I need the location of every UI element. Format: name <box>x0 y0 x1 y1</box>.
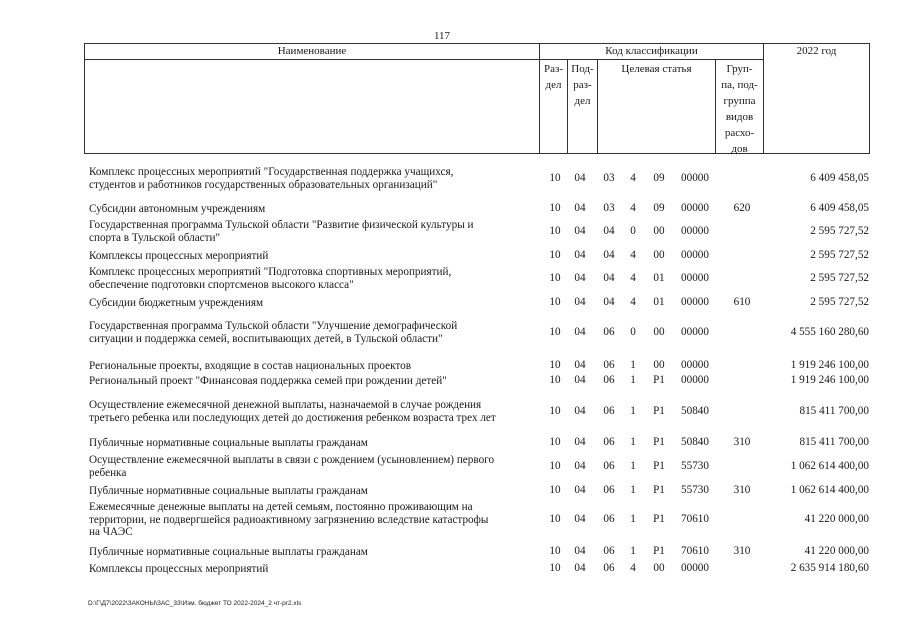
row-name: Субсидии автономным учреждениям <box>89 203 266 215</box>
row-name: Комплекс процессных мероприятий "Подготовка спортивных мероприятий, обеспечение подготовки спортсменов высокого класса" <box>89 266 452 291</box>
row-code-d: 50840 <box>681 404 709 417</box>
row-code-g: 310 <box>733 484 751 497</box>
row-code-pr: 04 <box>574 459 586 472</box>
row-code-b: 1 <box>630 459 636 472</box>
header-podrazdel-label: Под- раз- дел <box>571 63 594 107</box>
row-code-pr: 04 <box>574 562 586 575</box>
row-code-r: 10 <box>549 374 561 387</box>
page-number: 117 <box>433 30 451 42</box>
row-code-g: 610 <box>733 296 751 309</box>
row-code-r: 10 <box>549 512 561 525</box>
row-code-d: 00000 <box>681 359 709 372</box>
row-code-r: 10 <box>549 404 561 417</box>
row-code-r: 10 <box>549 249 561 262</box>
row-code-d: 00000 <box>681 224 709 237</box>
row-name: Комплексы процессных мероприятий <box>89 250 269 262</box>
row-code-g: 620 <box>733 202 751 215</box>
row-code-b: 4 <box>630 562 636 575</box>
row-code-c: 09 <box>653 202 665 215</box>
row-code-c: 00 <box>653 249 665 262</box>
row-amount: 41 220 000,00 <box>804 512 869 525</box>
row-code-b: 0 <box>630 325 636 338</box>
row-amount: 2 635 914 180,60 <box>790 562 869 575</box>
row-code-c: 09 <box>653 171 665 184</box>
row-code-b: 4 <box>630 249 636 262</box>
row-amount: 6 409 458,05 <box>810 171 869 184</box>
header-year-label: 2022 год <box>796 45 837 57</box>
row-name: Комплекс процессных мероприятий "Государственная поддержка учащихся, студентов и работников государственных образовательных организаций" <box>89 166 454 191</box>
row-code-c: P1 <box>653 374 665 387</box>
row-code-d: 00000 <box>681 171 709 184</box>
row-code-a: 04 <box>603 249 615 262</box>
row-code-a: 06 <box>603 359 615 372</box>
row-code-a: 06 <box>603 325 615 338</box>
row-code-c: P1 <box>653 404 665 417</box>
row-code-a: 06 <box>603 484 615 497</box>
row-name: Публичные нормативные социальные выплаты гражданам <box>89 546 368 558</box>
row-code-a: 06 <box>603 512 615 525</box>
row-code-d: 50840 <box>681 436 709 449</box>
row-code-pr: 04 <box>574 545 586 558</box>
row-code-c: 00 <box>653 562 665 575</box>
row-amount: 1 062 614 400,00 <box>790 484 869 497</box>
row-code-b: 1 <box>630 545 636 558</box>
row-code-b: 1 <box>630 512 636 525</box>
row-code-r: 10 <box>549 202 561 215</box>
row-code-r: 10 <box>549 436 561 449</box>
row-name: Осуществление ежемесячной денежной выплаты, назначаемой в случае рождения третьего ребенка или последующих детей до достижения ребенком возраста трех лет <box>89 399 496 424</box>
row-code-r: 10 <box>549 271 561 284</box>
row-code-b: 4 <box>630 171 636 184</box>
row-code-c: P1 <box>653 545 665 558</box>
row-code-pr: 04 <box>574 512 586 525</box>
row-code-pr: 04 <box>574 404 586 417</box>
row-code-d: 55730 <box>681 484 709 497</box>
row-code-a: 06 <box>603 459 615 472</box>
row-code-b: 4 <box>630 296 636 309</box>
row-code-c: 01 <box>653 296 665 309</box>
row-name: Публичные нормативные социальные выплаты гражданам <box>89 437 368 449</box>
row-code-a: 04 <box>603 224 615 237</box>
row-code-b: 1 <box>630 374 636 387</box>
row-code-g: 310 <box>733 436 751 449</box>
header-code-group-label: Код классификации <box>605 45 698 57</box>
row-code-pr: 04 <box>574 374 586 387</box>
row-code-pr: 04 <box>574 296 586 309</box>
row-code-d: 00000 <box>681 202 709 215</box>
row-code-pr: 04 <box>574 224 586 237</box>
header-razdel-label: Раз- дел <box>543 63 563 91</box>
row-code-pr: 04 <box>574 171 586 184</box>
row-amount: 41 220 000,00 <box>804 545 869 558</box>
row-code-d: 70610 <box>681 512 709 525</box>
row-code-pr: 04 <box>574 271 586 284</box>
row-code-d: 00000 <box>681 374 709 387</box>
row-amount: 2 595 727,52 <box>810 271 869 284</box>
row-code-a: 06 <box>603 436 615 449</box>
row-code-r: 10 <box>549 359 561 372</box>
row-name: Публичные нормативные социальные выплаты гражданам <box>89 485 368 497</box>
row-code-a: 06 <box>603 374 615 387</box>
row-code-a: 06 <box>603 545 615 558</box>
row-name: Комплексы процессных мероприятий <box>89 563 269 575</box>
row-code-d: 00000 <box>681 249 709 262</box>
row-code-pr: 04 <box>574 359 586 372</box>
row-code-r: 10 <box>549 562 561 575</box>
row-code-a: 06 <box>603 562 615 575</box>
header-gruppa-label: Груп- па, под- группа видов расхо- дов <box>721 63 758 155</box>
row-code-c: P1 <box>653 484 665 497</box>
row-code-c: 01 <box>653 271 665 284</box>
row-amount: 815 411 700,00 <box>799 404 869 417</box>
row-code-d: 00000 <box>681 271 709 284</box>
row-code-c: 00 <box>653 325 665 338</box>
row-code-c: 00 <box>653 359 665 372</box>
row-name: Государственная программа Тульской области "Развитие физической культуры и спорта в Тульской области" <box>89 219 474 244</box>
header-celevaya-label: Целевая статья <box>621 63 692 75</box>
row-name: Региональный проект "Финансовая поддержка семей при рождении детей" <box>89 375 447 387</box>
file-path-footer: D:\Г\Д7\2022\ЗАКОНЫ\ЗАС_33\Изм. бюджет ТО 2022-2024_2 чт-pr2.xls <box>88 600 302 607</box>
row-code-pr: 04 <box>574 202 586 215</box>
row-code-c: 00 <box>653 224 665 237</box>
header-name-label: Наименование <box>277 45 347 57</box>
row-code-d: 55730 <box>681 459 709 472</box>
row-code-b: 1 <box>630 404 636 417</box>
row-code-pr: 04 <box>574 436 586 449</box>
row-name: Ежемесячные денежные выплаты на детей семьям, постоянно проживающим на территории, не подвергшейся радиоактивному загрязнению вследствие катастрофы на ЧАЭС <box>89 501 489 538</box>
row-amount: 2 595 727,52 <box>810 296 869 309</box>
row-amount: 6 409 458,05 <box>810 202 869 215</box>
row-code-r: 10 <box>549 459 561 472</box>
row-code-c: P1 <box>653 512 665 525</box>
row-code-pr: 04 <box>574 484 586 497</box>
row-amount: 2 595 727,52 <box>810 249 869 262</box>
row-code-d: 00000 <box>681 562 709 575</box>
row-amount: 2 595 727,52 <box>810 224 869 237</box>
row-code-a: 03 <box>603 202 615 215</box>
row-name: Региональные проекты, входящие в состав национальных проектов <box>89 360 411 372</box>
row-code-d: 70610 <box>681 545 709 558</box>
row-amount: 1 062 614 400,00 <box>790 459 869 472</box>
row-code-r: 10 <box>549 545 561 558</box>
row-code-b: 1 <box>630 359 636 372</box>
row-code-pr: 04 <box>574 325 586 338</box>
row-code-c: P1 <box>653 459 665 472</box>
row-code-b: 0 <box>630 224 636 237</box>
row-amount: 4 555 160 280,60 <box>790 325 869 338</box>
row-code-g: 310 <box>733 545 751 558</box>
row-code-r: 10 <box>549 325 561 338</box>
row-code-b: 1 <box>630 436 636 449</box>
row-code-a: 04 <box>603 271 615 284</box>
row-code-pr: 04 <box>574 249 586 262</box>
row-code-d: 00000 <box>681 325 709 338</box>
row-name: Государственная программа Тульской области "Улучшение демографической ситуации и поддержка семей, воспитывающих детей, в Тульской области" <box>89 320 458 345</box>
row-amount: 1 919 246 100,00 <box>790 359 869 372</box>
row-code-a: 03 <box>603 171 615 184</box>
row-name: Субсидии бюджетным учреждениям <box>89 297 264 309</box>
row-code-b: 4 <box>630 202 636 215</box>
row-code-a: 04 <box>603 296 615 309</box>
row-code-r: 10 <box>549 171 561 184</box>
row-code-r: 10 <box>549 224 561 237</box>
row-code-r: 10 <box>549 296 561 309</box>
row-code-r: 10 <box>549 484 561 497</box>
row-amount: 1 919 246 100,00 <box>790 374 869 387</box>
row-code-b: 4 <box>630 271 636 284</box>
row-code-c: P1 <box>653 436 665 449</box>
row-code-d: 00000 <box>681 296 709 309</box>
row-amount: 815 411 700,00 <box>799 436 869 449</box>
row-code-a: 06 <box>603 404 615 417</box>
row-code-b: 1 <box>630 484 636 497</box>
row-name: Осуществление ежемесячной выплаты в связи с рождением (усыновлением) первого ребенка <box>89 454 495 479</box>
